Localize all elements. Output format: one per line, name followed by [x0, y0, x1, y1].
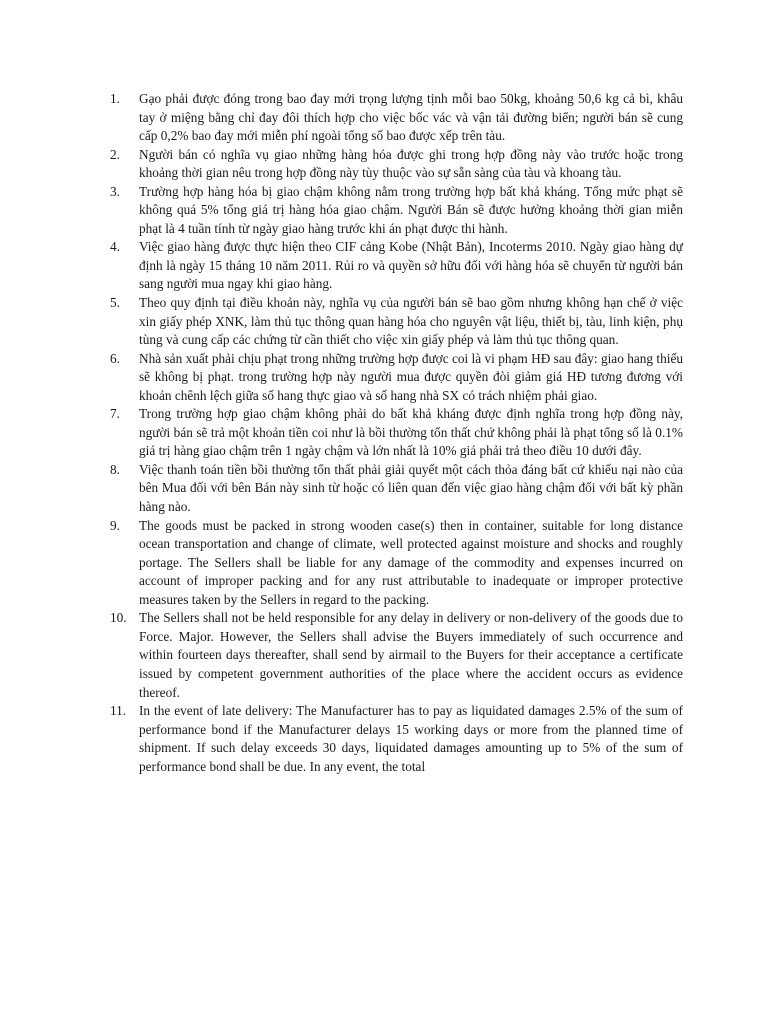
- clause-item: [100, 183, 683, 239]
- clause-text: Trường hợp hàng hóa bị giao chậm không nằm trong trường hợp bất khả kháng. Tổng mức phạt sẽ không quá 5% tổng giá trị hàng hóa giao chậm. Người Bán sẽ được hưởng khoảng thời gian miễn phạt là 4 tuần tính từ ngày giao hàng trước khi án phạt được thi hành.: [139, 183, 683, 236]
- clause-number: 1.: [110, 91, 120, 106]
- clause-item: [100, 609, 683, 702]
- clause-number: 6.: [110, 350, 120, 366]
- clause-number: 2.: [110, 146, 120, 162]
- clause-number: 3.: [110, 183, 120, 199]
- clause-text: Nhà sản xuất phải chịu phạt trong những trường hợp được coi là vi phạm HĐ sau đây: giao hang thiếu sẽ không bị phạt. trong trường hợp này người mua được quyền đòi giảm giá HĐ tương đương với khoản chênh lệch giữa số hang thực giao và số hang nhà SX có trách nhiệm phải giao.: [139, 350, 683, 403]
- contract-clause-list: [100, 90, 683, 776]
- clause-text: Việc giao hàng được thực hiện theo CIF cảng Kobe (Nhật Bản), Incoterms 2010. Ngày giao hàng dự định là ngày 15 tháng 10 năm 2011. Rủi ro và quyền sở hữu đối với hàng hóa sẽ chuyển từ người bán sang người mua ngay khi giao hàng.: [139, 239, 683, 292]
- clause-item: [100, 405, 683, 461]
- clause-item: [100, 517, 683, 610]
- clause-item: [100, 702, 683, 776]
- clause-text: Trong trường hợp giao chậm không phải do bất khả kháng được định nghĩa trong hợp đồng này, người bán sẽ trả một khoản tiền coi như là bồi thường tổn thất chứ không phải là phạt tổng số là 0.1% giá trị hàng giao chậm trên 1 ngày chậm và lớn nhất là 10% giá phải trả theo điều 10 dưới đây.: [139, 406, 683, 459]
- clause-text: Người bán có nghĩa vụ giao những hàng hóa được ghi trong hợp đồng này vào trước hoặc trong khoảng thời gian nêu trong hợp đồng này tùy thuộc vào sự sẵn sàng của tàu và khoang tàu.: [139, 146, 683, 181]
- clause-number: 10.: [110, 610, 127, 626]
- clause-item: [100, 461, 683, 517]
- clause-text: In the event of late delivery: The Manufacturer has to pay as liquidated damages 2.5% of the sum of performance bond if the Manufacturer delays 15 working days or more from the planned time of shipment. If such delay exceeds 30 days, liquidated damages amounting up to 5% of the sum of performance bond shall be due. In any event, the total: [139, 703, 683, 774]
- clause-number: 5.: [110, 295, 120, 311]
- clause-number: 11.: [110, 703, 127, 719]
- clause-text: Việc thanh toán tiền bồi thường tổn thất phải giải quyết một cách thỏa đáng bất cứ khiếu nại nào của bên Mua đối với bên Bán này sinh từ hoặc có liên quan đến việc giao hàng chậm đối với bất kỳ phần hàng nào.: [139, 461, 683, 515]
- clause-item: [100, 350, 683, 406]
- clause-text: The goods must be packed in strong wooden case(s) then in container, suitable for long distance ocean transportation and change of climate, well protected against moisture and shocks and roughly portage. The Sellers shall be liable for any damage of the commodity and expenses incurred on account of improper packing and for any rust attributable to inadequate or improper protective measures taken by the Sellers in regard to the packing.: [139, 517, 683, 607]
- clause-number: 9.: [110, 517, 120, 533]
- clause-number: 4.: [110, 239, 120, 255]
- clause-number: 7.: [110, 406, 120, 422]
- clause-text: Gạo phải được đóng trong bao đay mới trọng lượng tịnh mỗi bao 50kg, khoảng 50,6 kg cả bì, khâu tay ở miệng bằng chỉ đay đôi thích hợp cho việc bốc vác và vận tải đường biển; người bán sẽ cung cấp 0,2% bao đay mới miễn phí ngoài tổng số bao được xếp trên tàu.: [139, 91, 683, 144]
- clause-item: [100, 294, 683, 350]
- clause-item: [100, 238, 683, 294]
- clause-item: [100, 146, 683, 183]
- clause-item: [100, 90, 683, 146]
- clause-text: The Sellers shall not be held responsible for any delay in delivery or non-delivery of the goods due to Force. Major. However, the Sellers shall advise the Buyers immediately of such occurrence and within fourteen days thereafter, shall send by airmail to the Buyers for their acceptance a certificate issued by competent government authorities of the place where the accident occurs as evidence thereof.: [139, 610, 683, 700]
- clause-text: Theo quy định tại điều khoản này, nghĩa vụ của người bán sẽ bao gồm nhưng không hạn chế ở việc xin giấy phép XNK, làm thủ tục thông quan hàng hóa cho nguyên vật liệu, thiết bị, tàu, linh kiện, phụ tùng và cung cấp các chứng từ cần thiết cho việc xin giấy phép và làm thủ tục thông quan.: [139, 295, 683, 348]
- clause-number: 8.: [110, 461, 120, 477]
